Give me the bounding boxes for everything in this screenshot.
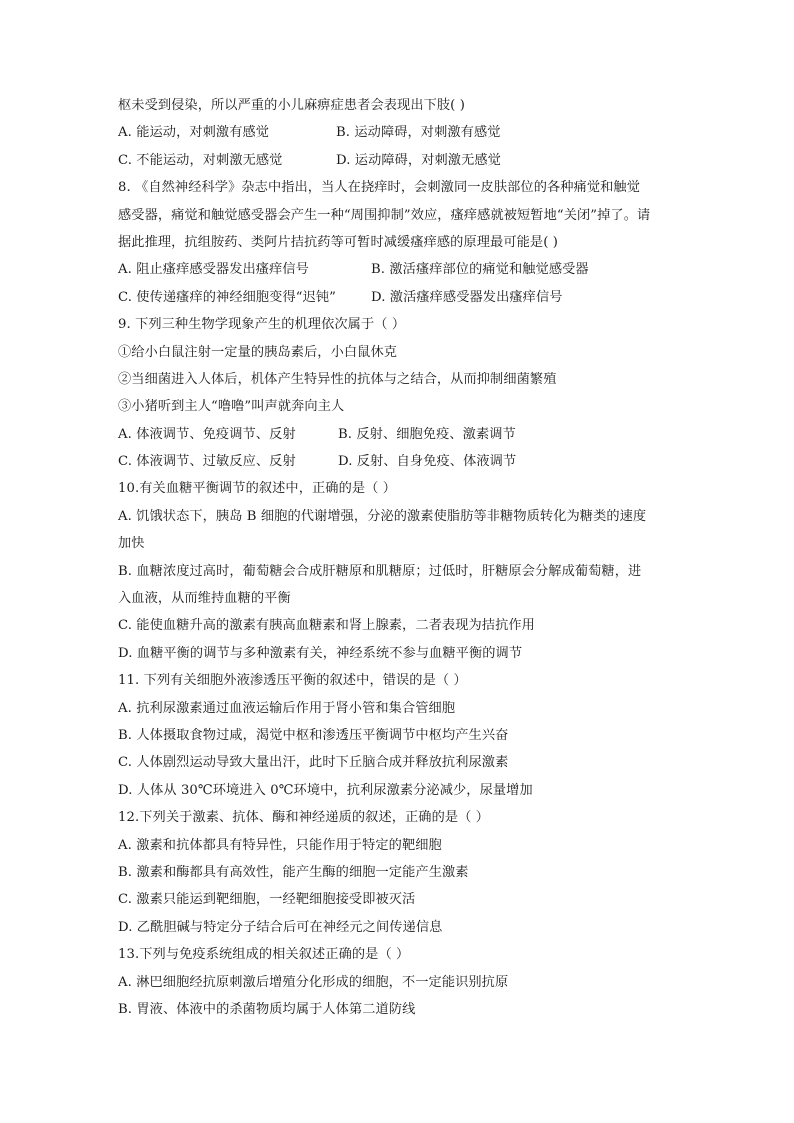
- q8-option-d: D. 激活瘙痒感受器发出瘙痒信号: [371, 289, 563, 305]
- q13-option-a: A. 淋巴细胞经抗原刺激后增殖分化形成的细胞，不一定能识别抗原: [118, 974, 509, 990]
- q8-option-a: A. 阻止瘙痒感受器发出瘙痒信号: [118, 262, 309, 278]
- q10-stem: 10.有关血糖平衡调节的叙述中，正确的是（ ）: [118, 481, 397, 497]
- q10-option-c: C. 能使血糖升高的激素有胰高血糖素和肾上腺素，二者表现为拮抗作用: [118, 618, 535, 634]
- q11-option-d: D. 人体从 30℃环境进入 0℃环境中，抗利尿激素分泌减少，尿量增加: [118, 782, 533, 798]
- q12-option-c: C. 激素只能运到靶细胞，一经靶细胞接受即被灭活: [118, 892, 416, 908]
- q12-option-d: D. 乙酰胆碱与特定分子结合后可在神经元之间传递信息: [118, 919, 443, 935]
- q9-item-1: ①给小白鼠注射一定量的胰岛素后，小白鼠休克: [118, 344, 398, 360]
- q9-option-a: A. 体液调节、免疫调节、反射: [118, 426, 296, 442]
- q10-option-a-line-2: 加快: [118, 536, 145, 552]
- q9-option-d: D. 反射、自身免疫、体液调节: [338, 454, 517, 470]
- q11-option-b: B. 人体摄取食物过咸，渴觉中枢和渗透压平衡调节中枢均产生兴奋: [118, 727, 509, 743]
- q9-item-3: ③小猪听到主人“噜噜”叫声就奔向主人: [118, 399, 345, 415]
- q12-option-b: B. 激素和酶都具有高效性，能产生酶的细胞一定能产生激素: [118, 864, 469, 880]
- q11-stem: 11. 下列有关细胞外液渗透压平衡的叙述中，错误的是（ ）: [118, 673, 467, 689]
- q9-option-b: B. 反射、细胞免疫、激素调节: [338, 426, 516, 442]
- q9-option-c: C. 体液调节、过敏反应、反射: [118, 454, 296, 470]
- q11-option-c: C. 人体剧烈运动导致大量出汗，此时下丘脑合成并释放抗利尿激素: [118, 755, 509, 771]
- q13-option-b: B. 胃液、体液中的杀菌物质均属于人体第二道防线: [118, 1001, 416, 1017]
- q7-option-a: A. 能运动，对刺激有感觉: [118, 125, 270, 141]
- q12-stem: 12.下列关于激素、抗体、酶和神经递质的叙述，正确的是（ ）: [118, 810, 490, 826]
- q8-stem-line-3: 据此推理，抗组胺药、类阿片拮抗药等可暂时减缓瘙痒感的原理最可能是( ): [118, 234, 558, 250]
- q10-option-b-line-2: 入血液，从而维持血糖的平衡: [118, 591, 291, 607]
- q10-option-a-line-1: A. 饥饿状态下，胰岛 B 细胞的代谢增强，分泌的激素使脂肪等非糖物质转化为糖类的速度: [118, 508, 647, 524]
- q7-options-row-2: [118, 147, 678, 174]
- q8-stem-line-2: 感受器，痛觉和触觉感受器会产生一种“周围抑制”效应，瘙痒感就被短暂地“关闭”掉了。请: [118, 207, 651, 223]
- q9-stem: 9. 下列三种生物学现象产生的机理依次属于（ ）: [118, 317, 406, 333]
- q7-stem-continued: 枢未受到侵染，所以严重的小儿麻痹症患者会表现出下肢( ): [118, 98, 465, 113]
- q10-option-b-line-1: B. 血糖浓度过高时，葡萄糖会合成肝糖原和肌糖原；过低时，肝糖原会分解成葡萄糖，进: [118, 563, 642, 579]
- q13-stem: 13.下列与免疫系统组成的相关叙述正确的是（ ）: [118, 947, 410, 963]
- q8-options-row-1: [118, 256, 678, 283]
- q7-option-b: B. 运动障碍，对刺激有感觉: [336, 125, 501, 141]
- q7-option-c: C. 不能运动，对刺激无感觉: [118, 152, 283, 168]
- q10-option-d: D. 血糖平衡的调节与多种激素有关，神经系统不参与血糖平衡的调节: [118, 645, 523, 661]
- q8-stem-line-1: 8. 《自然神经科学》杂志中指出，当人在挠痒时，会刺激同一皮肤部位的各种痛觉和触觉: [118, 180, 640, 196]
- q12-option-a: A. 激素和抗体都具有特异性，只能作用于特定的靶细胞: [118, 837, 442, 853]
- q8-option-c: C. 使传递瘙痒的神经细胞变得“迟钝”: [118, 289, 337, 305]
- page-content: [118, 92, 678, 1023]
- q9-item-2: ②当细菌进入人体后，机体产生特异性的抗体与之结合，从而抑制细菌繁殖: [118, 371, 557, 387]
- q9-options-row-1: [118, 421, 678, 448]
- q11-option-a: A. 抗利尿激素通过血液运输后作用于肾小管和集合管细胞: [118, 700, 456, 716]
- q7-option-d: D. 运动障碍，对刺激无感觉: [336, 152, 501, 168]
- q9-options-row-2: [118, 448, 678, 475]
- q8-options-row-2: [118, 284, 678, 311]
- q7-options-row-1: [118, 119, 678, 146]
- q8-option-b: B. 激活瘙痒部位的痛觉和触觉感受器: [371, 262, 589, 278]
